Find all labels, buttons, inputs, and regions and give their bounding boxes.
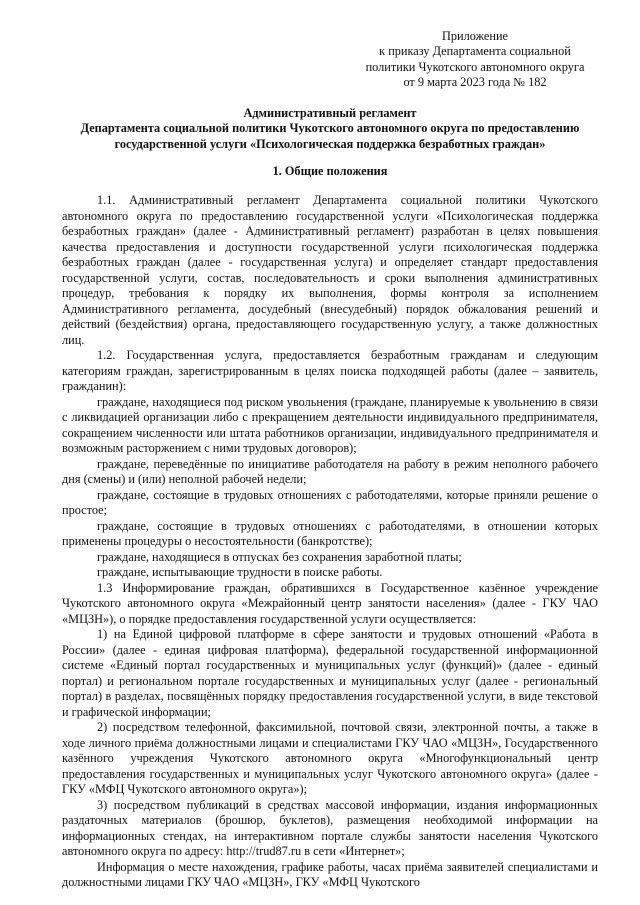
paragraph: граждане, состоящие в трудовых отношениях с работодателями, в отношении которых применены процедуры о несостоятельности (банкротстве);: [62, 518, 598, 548]
paragraph: граждане, находящиеся под риском увольнения (граждане, планируемые к увольнению в связи с ликвидацией организации либо с прекращением деятельности индивидуального предпринимателя, сокращением численности или штата работников организации, индивидуального предпринимателя и возможным расторжением с ними трудовых договоров);: [62, 394, 598, 455]
section-heading: 1. Общие положения: [272, 164, 388, 178]
appendix-block: [330, 29, 620, 91]
paragraph: граждане, испытывающие трудности в поиске работы.: [97, 565, 383, 579]
document-body: [62, 193, 598, 891]
paragraph: 1.3 Информирование граждан, обратившихся в Государственное казённое учреждение Чукотского автономного округа «Межрайонный центр занятости населения» (далее - ГКУ ЧАО «МЦЗН»), о порядке предоставления государственной услуги осуществляется:: [62, 580, 598, 626]
paragraph: граждане, состоящие в трудовых отношениях с работодателями, которые приняли решение о простое;: [62, 487, 598, 517]
title-line: государственной услуги «Психологическая поддержка безработных граждан»: [114, 136, 546, 151]
appendix-line: к приказу Департамента социальной: [379, 44, 571, 59]
paragraph: граждане, переведённые по инициативе работодателя на работу в режим неполного рабочего дня (смены) и (или) неполной рабочей недели;: [62, 456, 598, 486]
paragraph: 1) на Единой цифровой платформе в сфере занятости и трудовых отношений «Работа в России» (далее - единая цифровая платформа), федеральной государственной информационной системе «Единый портал государственных и муниципальных услуг (функций)» (далее - единый портал) и региональном портале государственных и муниципальных услуг (далее - региональный портал) в разделах, посвящённых порядку предоставления государственной услуги, в виде текстовой и графической информации;: [62, 627, 598, 719]
paragraph: 1.2. Государственная услуга, предоставляется безработным гражданам и следующим категориям граждан, зарегистрированным в целях поиска подходящей работы (далее – заявитель, гражданин):: [62, 348, 598, 393]
document-title: [40, 106, 620, 152]
paragraph: 2) посредством телефонной, факсимильной, почтовой связи, электронной почты, а также в ходе личного приёма должностными лицами и специалистами ГКУ ЧАО «МЦЗН», Государственного казённого учреждения Чукотского автономного округа «Многофункциональный центр предоставления государственных и муниципальных услуг Чукотского автономного округа» (далее - ГКУ «МФЦ Чукотского автономного округа»);: [62, 720, 598, 796]
appendix-line: от 9 марта 2023 года № 182: [403, 75, 547, 90]
paragraph: граждане, находящиеся в отпусках без сохранения заработной платы;: [97, 549, 462, 564]
appendix-line: политики Чукотского автономного округа: [365, 59, 585, 74]
title-line: Департамента социальной политики Чукотского автономного округа по предоставлению: [80, 121, 580, 136]
paragraph: Информация о месте нахождения, графике работы, часах приёма заявителей специалистами и должностными лицами ГКУ ЧАО «МЦЗН», ГКУ «МФЦ Чукотского: [62, 859, 598, 889]
appendix-line: Приложение: [442, 29, 508, 43]
title-line: Административный регламент: [243, 106, 417, 120]
paragraph: 1.1. Административный регламент Департамента социальной политики Чукотского автономного округа по предоставлению государственной услуги «Психологическая поддержка безработных граждан» (далее - Административный регламент) разработан в целях повышения качества предоставления и доступности государственной услуги психологическая поддержка безработных граждан (далее - государственная услуга) и определяет стандарт предоставления государственной услуги, состав, последовательность и сроки выполнения административных процедур, требования к порядку их выполнения, формы контроля за исполнением Административного регламента, досудебный (внесудебный) порядок обжалования решений и действий (бездействия) органа, предоставляющего государственную услугу, а также должностных лиц.: [62, 193, 598, 347]
paragraph: 3) посредством публикаций в средствах массовой информации, издания информационных раздаточных материалов (брошюр, буклетов), размещения необходимой информации на информационных стендах, на интерактивном портале службы занятости населения Чукотского автономного округа по адресу: http://trud87.ru в сети «Интернет»;: [62, 797, 598, 858]
